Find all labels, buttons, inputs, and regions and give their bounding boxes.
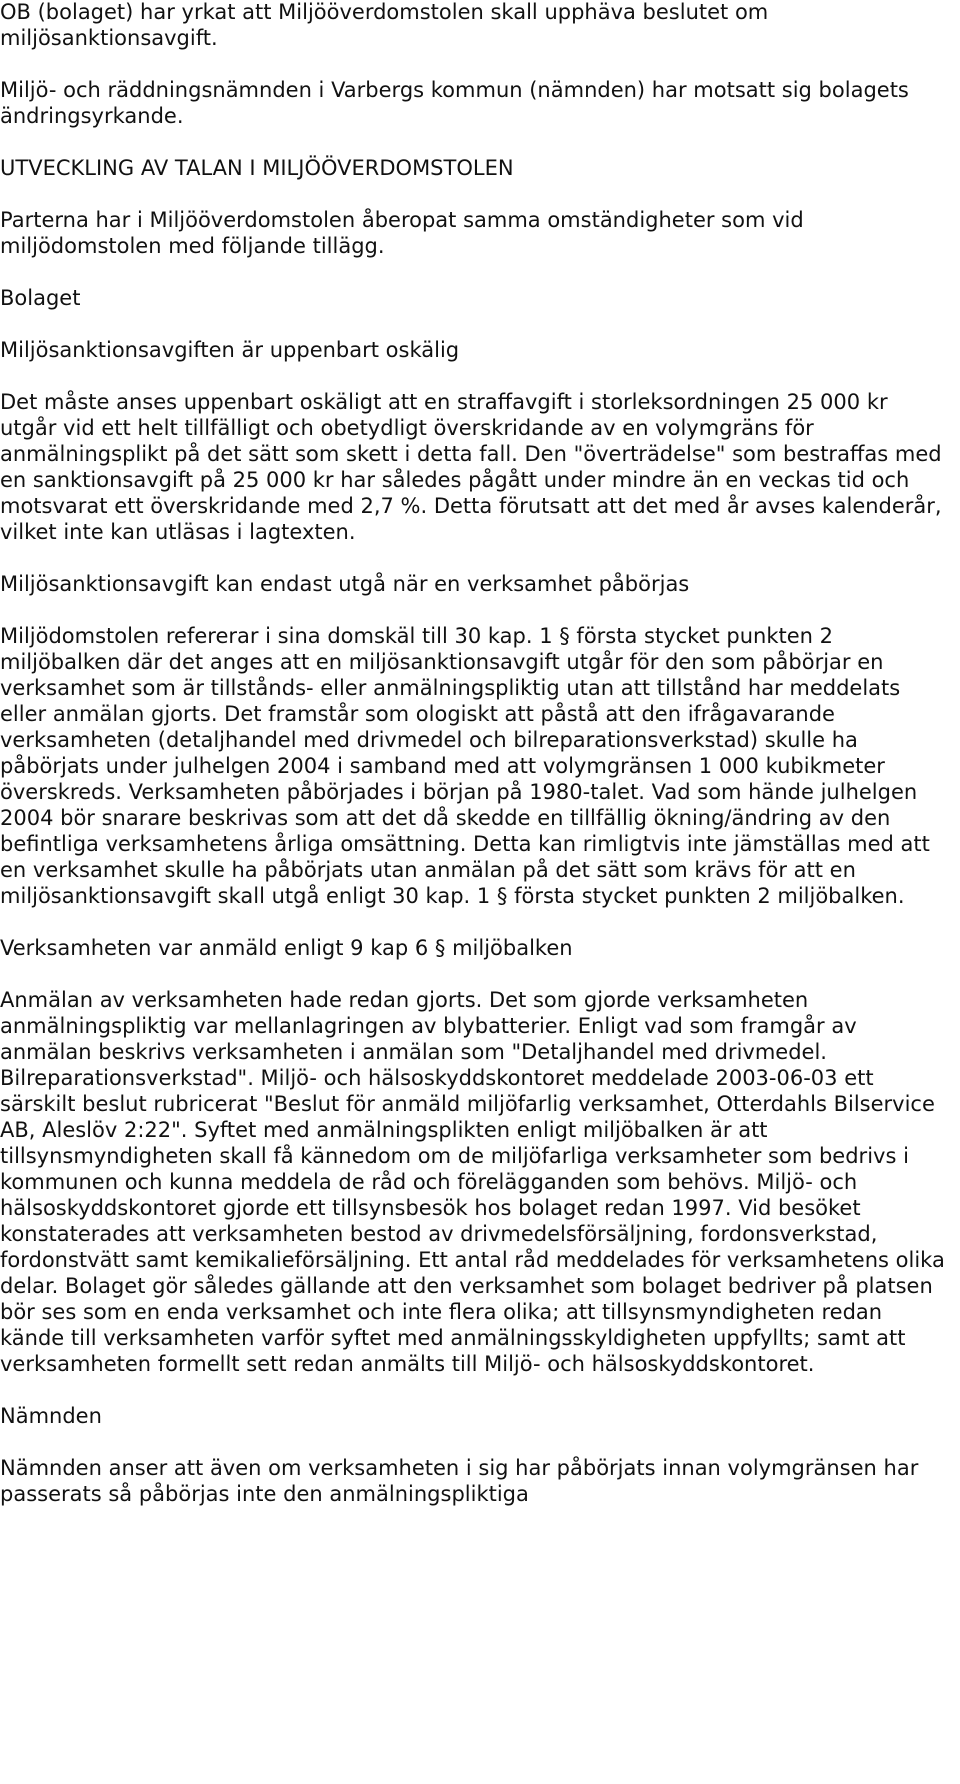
paragraph-fee-argument: Det måste anses uppenbart oskäligt att en straffavgift i storleksordningen 25 000 kr utgår vid ett helt tillfälligt och obetydligt överskridande av en volymgräns för anmälningsplikt på det sätt som skett i detta fall. Den "överträdelse" som bestraffas med en sanktionsavgift på 25 000 kr har således pågått under mindre än en veckas tid och motsvarat ett överskridande med 2,7 %. Detta förutsatt att det med år avses kalenderår, vilket inte kan utläsas i lagtexten. — [0, 390, 942, 544]
section-heading-development: UTVECKLING AV TALAN I MILJÖÖVERDOMSTOLEN — [0, 156, 514, 180]
paragraph-notification-details: Anmälan av verksamheten hade redan gjorts. Det som gjorde verksamheten anmälningspliktig var mellanlagringen av blybatterier. Enligt vad som framgår av anmälan beskrivs verksamheten i anmälan som "Detaljhandel med drivmedel. Bilreparationsverkstad". Miljö- och hälsoskyddskontoret meddelade 2003-06-03 ett särskilt beslut rubricerat "Beslut för anmäld miljöfarlig verksamhet, Otterdahls Bilservice AB, Aleslöv 2:22". Syftet med anmälningsplikten enligt miljöbalken är att tillsynsmyndigheten skall få kännedom om de miljöfarliga verksamheter som bedrivs i kommunen och kunna meddela de råd och förelägganden som behövs. Miljö- och hälsoskyddskontoret gjorde ett tillsynsbesök hos bolaget redan 1997. Vid besöket konstaterades att verksamheten bestod av drivmedelsförsäljning, fordonsverkstad, fordonstvätt samt kemikalieförsäljning. Ett antal råd meddelades för verksamhetens olika delar. Bolaget gör således gällande att den verksamhet som bolaget bedriver på platsen bör ses som en enda verksamhet och inte flera olika; att tillsynsmyndigheten redan kände till verksamheten varför syftet med anmälningsskyldigheten uppfyllts; samt att verksamheten formellt sett redan anmälts till Miljö- och hälsoskyddskontoret. — [0, 988, 945, 1376]
subheading-activity-notified: Verksamheten var anmäld enligt 9 kap 6 § miljöbalken — [0, 936, 573, 960]
paragraph-appeal-claim: OB (bolaget) har yrkat att Miljööverdomstolen skall upphäva beslutet om miljösanktionsavgift. — [0, 0, 769, 50]
subheading-committee: Nämnden — [0, 1404, 102, 1428]
paragraph-committee-position: Nämnden anser att även om verksamheten i sig har påbörjats innan volymgränsen har passerats så påbörjas inte den anmälningspliktiga — [0, 1456, 919, 1506]
paragraph-committee-response: Miljö- och räddningsnämnden i Varbergs kommun (nämnden) har motsatt sig bolagets ändringsyrkande. — [0, 78, 909, 128]
subheading-company: Bolaget — [0, 286, 81, 310]
subheading-fee-unreasonable: Miljösanktionsavgiften är uppenbart oskälig — [0, 338, 460, 362]
paragraph-parties-intro: Parterna har i Miljööverdomstolen åberopat samma omständigheter som vid miljödomstolen med följande tillägg. — [0, 208, 804, 258]
paragraph-court-reference: Miljödomstolen refererar i sina domskäl till 30 kap. 1 § första stycket punkten 2 miljöbalken där det anges att en miljösanktionsavgift utgår för den som påbörjar en verksamhet som är tillstånds- eller anmälningspliktig utan att tillstånd har meddelats eller anmälan gjorts. Det framstår som ologiskt att påstå att den ifrågavarande verksamheten (detaljhandel med drivmedel och bilreparationsverkstad) skulle ha påbörjats under julhelgen 2004 i samband med att volymgränsen 1 000 kubikmeter överskreds. Verksamheten påbörjades i början på 1980-talet. Vad som hände julhelgen 2004 bör snarare beskrivas som att det då skedde en tillfällig ökning/ändring av den befintliga verksamhetens årliga omsättning. Detta kan rimligtvis inte jämställas med att en verksamhet skulle ha påbörjats utan anmälan på det sätt som krävs för att en miljösanktionsavgift skall utgå enligt 30 kap. 1 § första stycket punkten 2 miljöbalken. — [0, 624, 930, 908]
subheading-fee-when-started: Miljösanktionsavgift kan endast utgå när en verksamhet påbörjas — [0, 572, 690, 596]
